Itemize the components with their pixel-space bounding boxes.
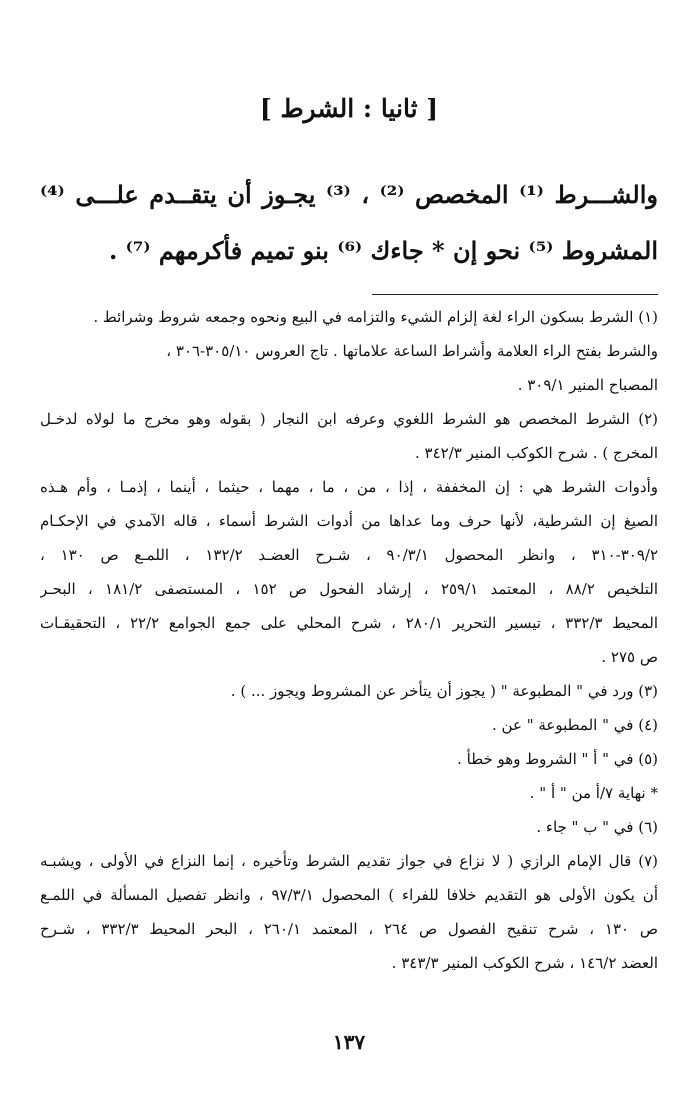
- footnote-line: الصيغ إن الشرطية، لأنها حرف وما عداها من أدوات الشرط أسماء ، قاله الآمدي في الإحكـام: [40, 512, 658, 530]
- footnote-line: (٤) في " المطبوعة " عن .: [492, 716, 658, 734]
- section-heading: [ ثانيا : الشرط ]: [259, 94, 439, 123]
- footnote-line: ص ٢٧٥ .: [601, 648, 658, 666]
- footnote-divider: [372, 294, 658, 295]
- main-text-line-1: والشـــرط ⁽¹⁾ المخصص ⁽²⁾ ، ⁽³⁾ يجـوز أن يتقــدم علـــى ⁽⁴⁾: [40, 180, 658, 209]
- footnote-line: (٢) الشرط المخصص هو الشرط اللغوي وعرفه ابن النجار ( بقوله وهو مخرج ما لولاه لدخـل: [40, 410, 658, 428]
- footnote-line: (٧) قال الإمام الرازي ( لا نزاع في جواز تقديم الشرط وتأخيره ، إنما النزاع في الأولى ، ويشبـه: [40, 852, 658, 870]
- footnote-line: أن يكون الأولى هو التقديم خلافا للفراء ) المحصول ٩٧/٣/١ ، وانظر تفصيل المسألة في اللمـع: [40, 886, 658, 904]
- footnote-line: (٥) في " أ " الشروط وهو خطأ .: [457, 750, 658, 768]
- footnote-line: والشرط بفتح الراء العلامة وأشراط الساعة علاماتها . تاج العروس ٣٠٥/١٠-٣٠٦ ،: [166, 342, 658, 360]
- footnote-line: (٦) في " ب " جاء .: [536, 818, 658, 836]
- footnote-line: (١) الشرط بسكون الراء لغة إلزام الشيء والتزامه في البيع ونحوه وجمعه شروط وشرائط .: [93, 308, 658, 326]
- footnote-line: المصباح المنير ٣٠٩/١ .: [517, 376, 658, 394]
- footnote-line: المخرج ) . شرح الكوكب المنير ٣٤٢/٣ .: [414, 444, 658, 462]
- footnote-line: المحيط ٣٣٢/٣ ، تيسير التحرير ٢٨٠/١ ، شرح المحلي على جمع الجوامع ٢٢/٢ ، التحقيقـات: [40, 614, 658, 632]
- footnote-line: ٣٠٩/٢-٣١٠ ، وانظر المحصول ٩٠/٣/١ ، شـرح العضـد ١٣٢/٢ ، اللمـع ص ١٣٠ ،: [40, 546, 658, 564]
- footnote-line: العضد ١٤٦/٢ ، شرح الكوكب المنير ٣٤٣/٣ .: [391, 954, 658, 972]
- main-text-line-2: المشروط ⁽⁵⁾ نحو إن * جاءك ⁽⁶⁾ بنو تميم فأكرمهم ⁽⁷⁾ .: [108, 236, 658, 265]
- footnote-line: التلخيص ٨٨/٢ ، المعتمد ٢٥٩/١ ، إرشاد الفحول ص ١٥٢ ، المستصفى ١٨١/٢ ، البحـر: [40, 580, 658, 598]
- footnote-line: (٣) ورد في " المطبوعة " ( يجوز أن يتأخر عن المشروط ويجوز ... ) .: [230, 682, 658, 700]
- footnotes: [40, 300, 658, 980]
- page-number: ١٣٧: [332, 1030, 366, 1054]
- footnote-line: وأدوات الشرط هي : إن المخففة ، إذا ، من ، ما ، مهما ، حيثما ، أينما ، إذمـا ، وأم هـذه: [40, 478, 658, 496]
- footnote-line: * نهاية ٧/أ من " أ " .: [529, 784, 658, 802]
- footnote-line: ص ١٣٠ ، شرح تنقيح الفصول ص ٢٦٤ ، المعتمد ٢٦٠/١ ، البحر المحيط ٣٣٢/٣ ، شـرح: [40, 920, 658, 938]
